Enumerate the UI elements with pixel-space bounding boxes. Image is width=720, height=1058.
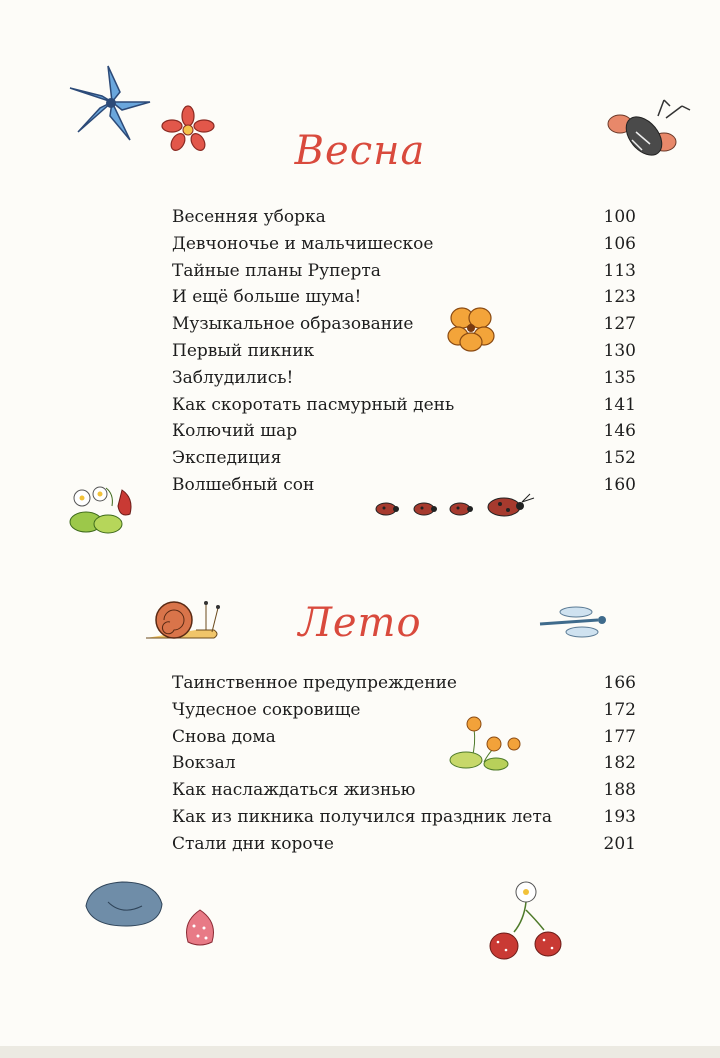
red-flower-icon — [160, 104, 216, 154]
entry-page: 123 — [603, 287, 636, 308]
entry-page: 146 — [603, 421, 636, 442]
strawberry-plant-icon — [64, 484, 146, 536]
page-edge — [0, 1046, 720, 1058]
toc-spring — [172, 204, 636, 499]
toc-entry[interactable] — [172, 204, 636, 231]
entry-title: Весенняя уборка — [172, 207, 326, 227]
entry-title: Стали дни короче — [172, 833, 334, 854]
entry-title: Снова дома — [172, 726, 276, 747]
toc-entry[interactable] — [172, 418, 636, 445]
snail-icon — [140, 594, 224, 646]
orange-flowers-icon — [444, 714, 524, 772]
entry-page: 177 — [603, 726, 636, 747]
toc-entry[interactable] — [172, 365, 636, 392]
toc-entry[interactable] — [172, 724, 636, 751]
blue-stone-icon — [82, 876, 166, 930]
entry-title: Таинственное предупреждение — [172, 673, 457, 693]
beetle-icon — [606, 96, 692, 176]
entry-page: 193 — [603, 806, 636, 827]
entry-title: Чудесное сокровище — [172, 699, 361, 720]
toc-summer — [172, 670, 636, 858]
entry-page: 166 — [603, 673, 636, 693]
section-title-summer: Лето — [298, 600, 422, 646]
toc-entry[interactable] — [172, 670, 636, 697]
entry-page: 130 — [603, 340, 636, 361]
toc-entry[interactable] — [172, 392, 636, 419]
section-title-spring: Весна — [294, 128, 426, 174]
entry-title: Первый пикник — [172, 340, 315, 361]
entry-title: Колючий шар — [172, 421, 298, 442]
entry-title: И ещё больше шума! — [172, 287, 362, 308]
entry-title: Экспедиция — [172, 448, 282, 469]
entry-title: Как из пикника получился праздник лета — [172, 806, 553, 827]
toc-entry[interactable] — [172, 311, 636, 338]
entry-title: Вокзал — [172, 753, 236, 774]
entry-title: Как скоротать пасмурный день — [172, 394, 455, 415]
entry-page: 182 — [603, 753, 636, 774]
ladybugs-row-icon — [372, 490, 542, 520]
strawberry-icon — [180, 908, 220, 948]
entry-title: Тайные планы Руперта — [172, 260, 381, 281]
toc-entry[interactable] — [172, 697, 636, 724]
entry-title: Как наслаждаться жизнью — [172, 780, 416, 801]
entry-title: Волшебный сон — [172, 474, 315, 495]
toc-entry[interactable] — [172, 258, 636, 285]
toc-entry[interactable] — [172, 284, 636, 311]
entry-page: 172 — [603, 699, 636, 720]
entry-page: 201 — [603, 833, 636, 854]
toc-entry[interactable] — [172, 445, 636, 472]
entry-page: 113 — [603, 260, 636, 281]
dragonfly-icon — [536, 604, 616, 640]
toc-entry[interactable] — [172, 831, 636, 858]
toc-entry[interactable] — [172, 231, 636, 258]
entry-page: 135 — [603, 367, 636, 388]
strawberry-flower-icon — [474, 880, 570, 964]
entry-page: 100 — [603, 207, 636, 227]
entry-page: 188 — [603, 780, 636, 801]
toc-entry[interactable] — [172, 750, 636, 777]
toc-entry[interactable] — [172, 804, 636, 831]
entry-page: 127 — [603, 314, 636, 335]
entry-page: 152 — [603, 448, 636, 469]
entry-page: 141 — [603, 394, 636, 415]
entry-page: 106 — [603, 233, 636, 254]
entry-title: Заблудились! — [172, 367, 294, 388]
entry-title: Девчоночье и мальчишеское — [172, 233, 434, 254]
orange-pansy-icon — [446, 304, 496, 352]
toc-entry[interactable] — [172, 777, 636, 804]
toc-entry[interactable] — [172, 338, 636, 365]
blue-flower-icon — [64, 62, 154, 144]
entry-page: 160 — [603, 474, 636, 495]
entry-title: Музыкальное образование — [172, 314, 414, 335]
